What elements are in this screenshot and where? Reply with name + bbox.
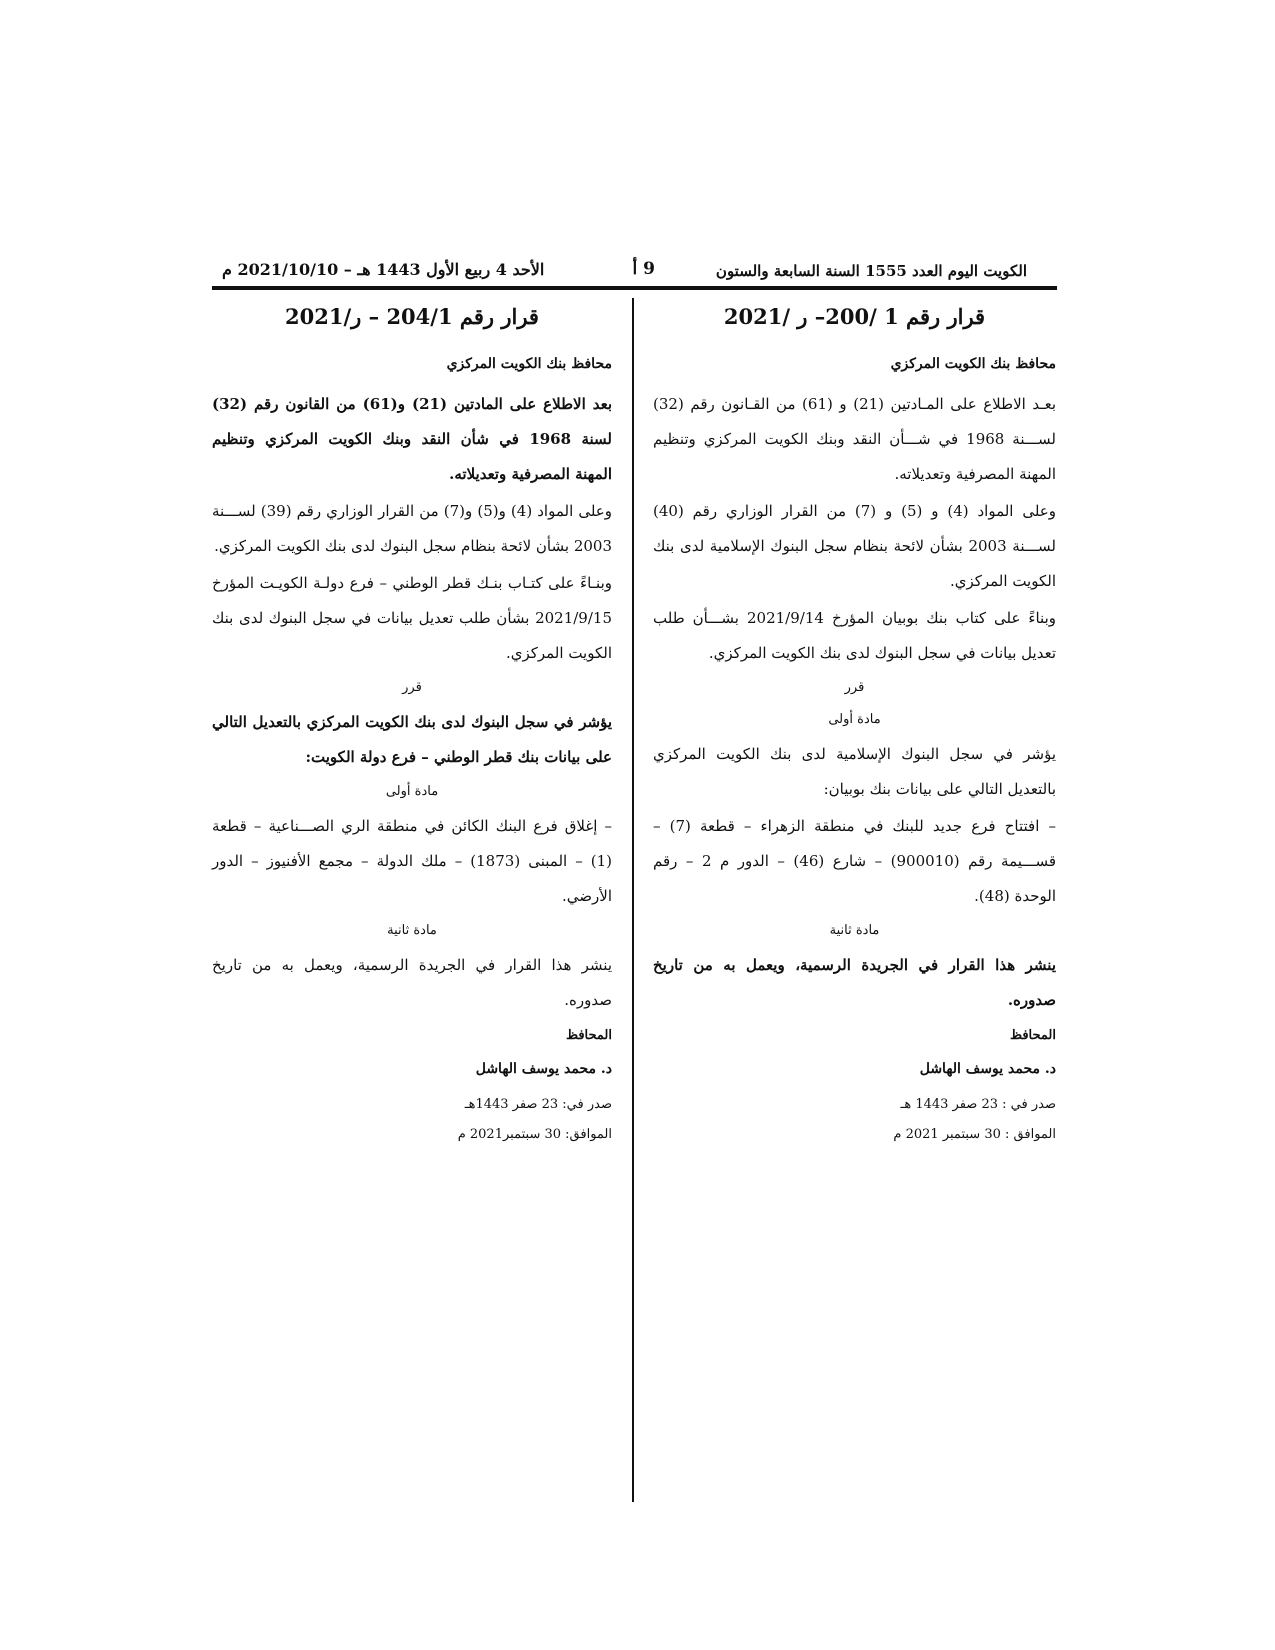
article-text: يؤشر في سجل البنوك لدى بنك الكويت المركزي بالتعديل التالي على بيانات بنك قطر الوطني – فرع دولة الكويت: — [212, 713, 612, 766]
column-divider — [632, 298, 634, 1502]
decision-title: قرار رقم 204/1 – ر/2021 — [285, 304, 539, 329]
preamble-paragraph: بعـد الاطلاع على المـادتين (21) و (61) من القـانون رقم (32) لســـنة 1968 في شـــأن النقد وبنك الكويت المركزي وتنظيم المهنة المصرفية وتعديلاته. — [653, 395, 1057, 483]
article-item: – افتتاح فرع جديد للبنك في منطقة الزهراء – قطعة (7) – قســـيمة رقم (900010) – شارع (46) – الدور م 2 – رقم الوحدة (48). — [653, 817, 1057, 905]
decision-issuer: محافظ بنك الكويت المركزي — [446, 356, 612, 372]
decision-issuer: محافظ بنك الكويت المركزي — [890, 356, 1056, 372]
preamble-paragraph: وبنـاءً على كتـاب بنـك قطر الوطني – فرع دولـة الكويـت المؤرخ 2021/9/15 بشأن طلب تعديل بيانات في سجل البنوك لدى بنك الكويت المركزي. — [212, 574, 612, 662]
article-heading: مادة ثانية — [829, 923, 880, 938]
article-text: ينشر هذا القرار في الجريدة الرسمية، ويعمل به من تاريخ صدوره. — [653, 956, 1056, 1009]
article-text: يؤشر في سجل البنوك الإسلامية لدى بنك الكويت المركزي بالتعديل التالي على بيانات بنك بوبيان: — [653, 745, 1056, 798]
header-rule — [212, 286, 1057, 290]
decision-column-right — [653, 298, 1056, 1150]
article-heading: مادة ثانية — [387, 923, 437, 938]
preamble-paragraph: وعلى المواد (4) و(5) و(7) من القرار الوزاري رقم (39) لســـنة 2003 بشأن لائحة بنظام سجل البنوك لدى بنك الكويت المركزي. — [212, 502, 612, 555]
governor-label: المحافظ — [1010, 1028, 1056, 1043]
governor-label: المحافظ — [566, 1028, 612, 1043]
article-heading: مادة أولى — [828, 712, 881, 727]
preamble-paragraph: وعلى المواد (4) و (5) و (7) من القرار الوزاري رقم (40) لســـنة 2003 بشأن لائحة بنظام سجل البنوك الإسلامية لدى بنك الكويت المركزي. — [653, 502, 1057, 590]
page-header — [212, 258, 1057, 288]
corresponding-date: الموافق: 30 سبتمبر2021 م — [457, 1127, 612, 1142]
issue-date: الأحد 4 ربيع الأول 1443 هـ – 2021/10/10 م — [222, 260, 545, 279]
governor-name: د. محمد يوسف الهاشل — [919, 1061, 1056, 1077]
article-item: – إغلاق فرع البنك الكائن في منطقة الري الصـــناعية – قطعة (1) – المبنى (1873) – ملك الدولة – مجمع الأفنيوز – الدور الأرضي. — [212, 817, 613, 905]
corresponding-date: الموافق : 30 سبتمبر 2021 م — [893, 1127, 1056, 1142]
decided-label: قرر — [402, 680, 422, 695]
page-number: 9 أ — [632, 259, 655, 279]
article-text: ينشر هذا القرار في الجريدة الرسمية، ويعمل به من تاريخ صدوره. — [212, 956, 612, 1009]
issued-date: صدر في: 23 صفر 1443هـ — [464, 1097, 612, 1112]
preamble-paragraph: وبناءً على كتاب بنك بوبيان المؤرخ 2021/9/14 بشـــأن طلب تعديل بيانات في سجل البنوك لدى بنك الكويت المركزي. — [653, 609, 1057, 662]
issued-date: صدر في : 23 صفر 1443 هـ — [900, 1097, 1056, 1112]
preamble-paragraph: بعد الاطلاع على المادتين (21) و(61) من القانون رقم (32) لسنة 1968 في شأن النقد وبنك الكويت المركزي وتنظيم المهنة المصرفية وتعديلاته. — [212, 395, 612, 483]
article-heading: مادة أولى — [385, 784, 439, 799]
decision-column-left — [212, 298, 612, 1150]
decision-title: قرار رقم 1 /200– ر /2021 — [723, 304, 986, 329]
decided-label: قرر — [844, 680, 865, 695]
governor-name: د. محمد يوسف الهاشل — [475, 1061, 612, 1077]
gazette-issue-info: الكويت اليوم العدد 1555 السنة السابعة والستون — [715, 262, 1027, 280]
